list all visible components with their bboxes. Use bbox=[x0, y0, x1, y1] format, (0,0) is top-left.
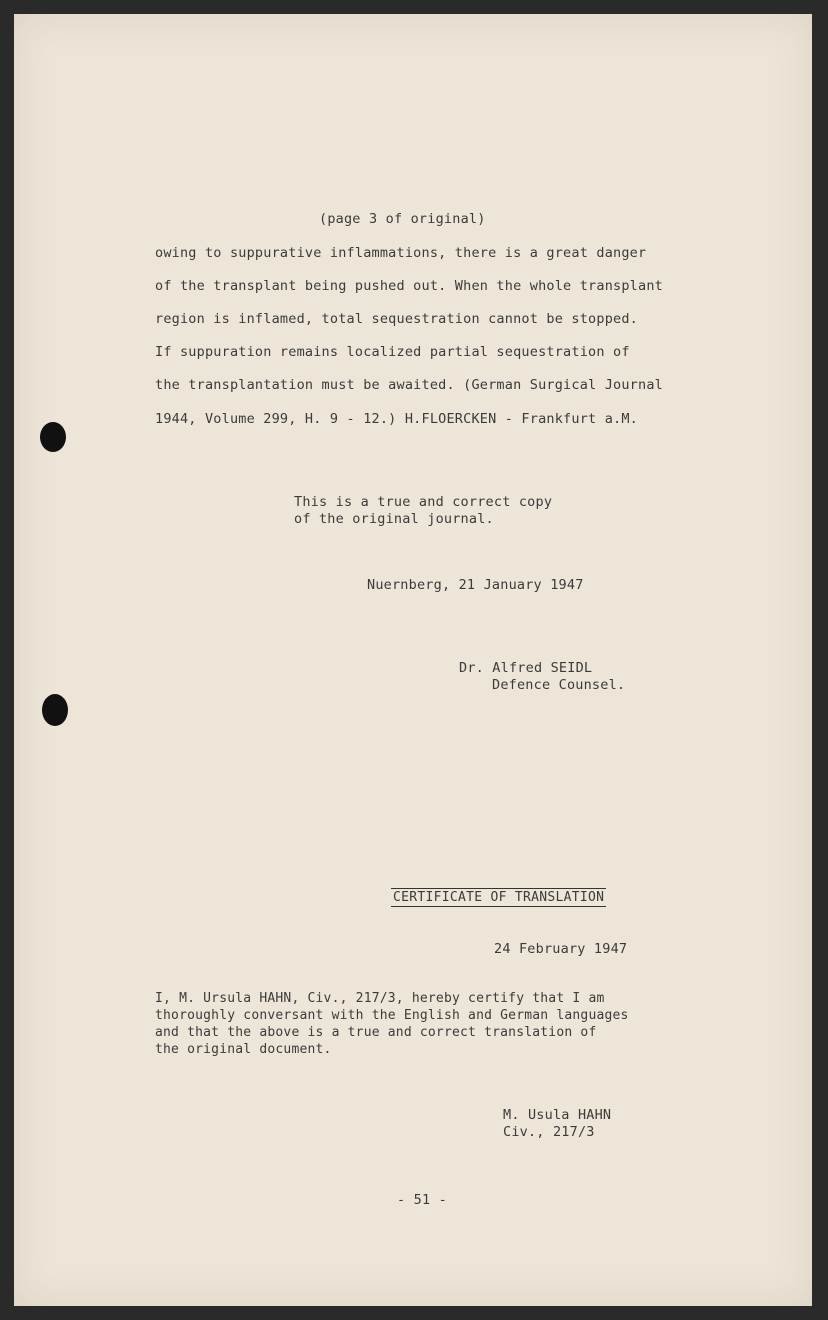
punch-hole-bottom bbox=[42, 694, 68, 726]
body-line: region is inflamed, total sequestration cannot be stopped. bbox=[155, 311, 639, 327]
copy-statement-line2: of the original journal. bbox=[294, 511, 494, 527]
body-line: the transplantation must be awaited. (German Surgical Journal bbox=[155, 377, 663, 393]
certificate-text-line: I, M. Ursula HAHN, Civ., 217/3, hereby certify that I am bbox=[155, 991, 605, 1006]
place-date: Nuernberg, 21 January 1947 bbox=[367, 577, 584, 593]
certificate-text-line: and that the above is a true and correct translation of bbox=[155, 1025, 597, 1040]
body-line: owing to suppurative inflammations, there is a great danger bbox=[155, 245, 647, 261]
signatory-name: Dr. Alfred SEIDL bbox=[459, 660, 593, 676]
certificate-text-line: the original document. bbox=[155, 1042, 332, 1057]
copy-statement-line1: This is a true and correct copy bbox=[294, 494, 553, 510]
punch-hole-top bbox=[40, 422, 66, 452]
certificate-title: CERTIFICATE OF TRANSLATION bbox=[393, 890, 605, 905]
body-line: of the transplant being pushed out. When the whole transplant bbox=[155, 278, 663, 294]
body-line: If suppuration remains localized partial sequestration of bbox=[155, 344, 630, 360]
page-reference: (page 3 of original) bbox=[319, 211, 486, 227]
signatory-role: Defence Counsel. bbox=[492, 677, 626, 693]
certificate-date: 24 February 1947 bbox=[494, 941, 628, 957]
certificate-text-line: thoroughly conversant with the English and German languages bbox=[155, 1008, 629, 1023]
translator-signature-name: M. Usula HAHN bbox=[503, 1107, 612, 1123]
page-number: - 51 - bbox=[397, 1192, 447, 1208]
document-page bbox=[14, 14, 812, 1306]
translator-signature-id: Civ., 217/3 bbox=[503, 1124, 595, 1140]
body-line: 1944, Volume 299, H. 9 - 12.) H.FLOERCKEN - Frankfurt a.M. bbox=[155, 411, 639, 427]
